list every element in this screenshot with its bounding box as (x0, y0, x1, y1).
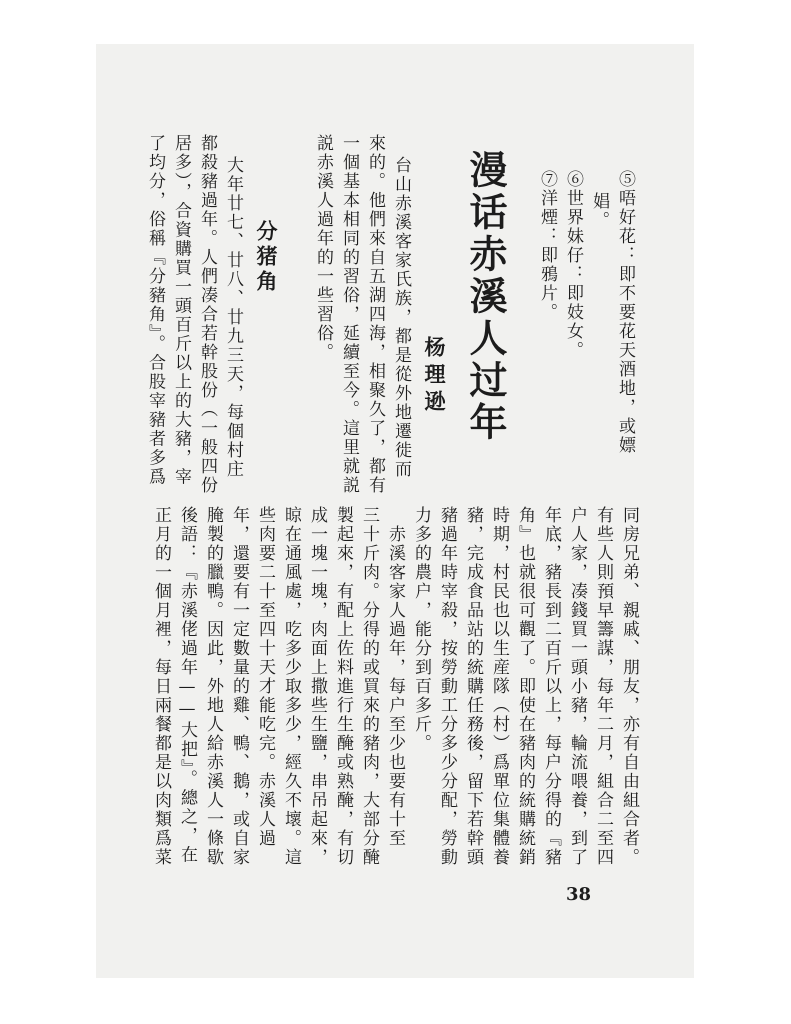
body-line: 晾在通風處，吃多少取多少，經久不壞。這 (281, 506, 301, 867)
article-title: 漫话赤溪人过年 (463, 150, 508, 444)
intro-line: 來的。他們來自五湖四海，相聚久了，都有 (365, 134, 385, 495)
body-line: 有些人則預早籌謀，每年二月，組合二至四 (593, 506, 613, 867)
body-line: 大年廿七、廿八、廿九三天，每個村庄 (223, 156, 243, 479)
footnote-line: ⑦洋煙：即鴉片。 (537, 170, 557, 322)
body-line: 些肉要二十至四十天才能吃完。赤溪人過 (255, 506, 275, 848)
footnote-line: ⑤唔好花：即不要花天酒地，或嫖 (615, 170, 635, 455)
body-line: 腌製的臘鴨。因此，外地人給赤溪人一條歇 (203, 506, 223, 867)
body-line: 年，還要有一定數量的雞、鴨、鵝，或自家 (229, 506, 249, 867)
body-line: 時期，村民也以生産隊（村）爲單位集體養 (489, 506, 509, 867)
section-heading: 分猪角 (254, 220, 278, 295)
body-line: 居多），合資購買一頭百斤以上的大豬，宰 (171, 134, 191, 487)
body-line: 力多的農户，能分到百多斤。 (411, 506, 431, 753)
body-line: 都殺豬過年。人們凑合若幹股份（一般四份 (197, 134, 217, 495)
body-line: 年底，豬長到二百斤以上，每户分得的『豬 (541, 506, 561, 867)
intro-line: 一個基本相同的習俗，延續至今。這里就説 (339, 134, 359, 495)
body-line: 豬，完成食品站的統購任務後，留下若幹頭 (463, 506, 483, 867)
body-line: 製起來，有配上佐料進行生醃或熟醃，有切 (333, 506, 353, 867)
body-line: 角』也就很可觀了。即使在豬肉的統購統銷 (515, 506, 535, 867)
body-line: 同房兄弟、親戚、朋友，亦有自由組合者。 (619, 506, 639, 867)
body-line: 了均分，俗稱『分豬角』。合股宰豬者多爲 (145, 134, 165, 487)
page-number: 38 (566, 884, 592, 905)
body-line: 正月的一個月裡，每日兩餐都是以肉類爲菜 (151, 506, 171, 867)
article-author: 杨理逊 (422, 336, 447, 417)
body-line: 三十斤肉。分得的或買來的豬肉，大部分醃 (359, 506, 379, 867)
intro-line: 説赤溪人過年的一些習俗。 (313, 134, 333, 362)
body-line: 成一塊一塊，肉面上撒些生鹽，串吊起來， (307, 506, 327, 867)
intro-line: 台山赤溪客家氏族，都是從外地遷徙而 (391, 156, 411, 479)
footnote-line: 娼。 (589, 192, 609, 230)
body-line: 豬過年時宰殺，按勞動工分多少分配，勞動 (437, 506, 457, 867)
footnote-line: ⑥世界妹仔：即妓女。 (563, 170, 583, 360)
body-line: 後語：『赤溪佬過年——大把』。總之，在 (177, 506, 197, 865)
body-line: 赤溪客家人過年，每户至少也要有十至 (385, 506, 405, 848)
body-line: 户人家，凑錢買一頭小豬，輪流喂養，到了 (567, 506, 587, 867)
